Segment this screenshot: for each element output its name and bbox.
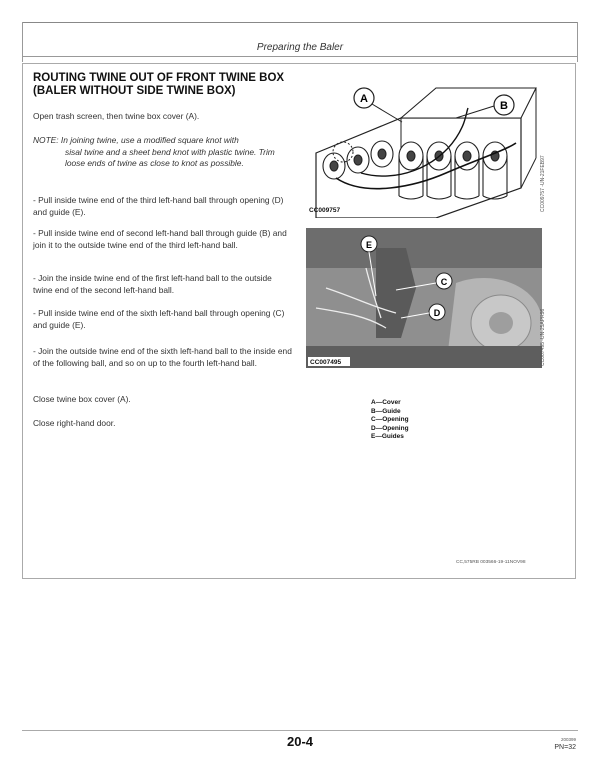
legend-item-b: B—Guide — [371, 407, 401, 415]
top-border — [22, 22, 578, 23]
twine-box-illustration — [306, 78, 546, 218]
legend-item-d: D—Opening — [371, 424, 409, 432]
close-door-paragraph: Close right-hand door. — [33, 418, 116, 428]
note-first-line: In joining twine, use a modified square knot with — [60, 135, 239, 145]
legend-item-c: C—Opening — [371, 416, 409, 423]
note-rest: sisal twine and a sheet bend knot with plastic twine. Trim loose ends of twine as close to knot as possible. — [65, 146, 275, 168]
step-4: - Pull inside twine end of the sixth left-hand ball through opening (C) and guide (E). — [33, 308, 285, 330]
fig2-caption: CC007495 — [310, 359, 342, 366]
step-5: - Join the outside twine end of the sixth left-hand ball to the inside end of the following ball, and so on up to the fourth left-hand ball. — [33, 346, 292, 368]
page-pn: PN=32 — [554, 744, 576, 751]
page-header-title: Preparing the Baler — [256, 42, 344, 53]
svg-text:E: E — [365, 240, 373, 250]
header-rule — [22, 56, 578, 57]
legend-item-e: E—Guides — [371, 433, 404, 440]
svg-text:D: D — [433, 308, 441, 318]
step-3: - Join the inside twine end of the first left-hand ball to the outside twine end of the second left-hand ball. — [33, 273, 272, 295]
page-number: 20-4 — [286, 734, 314, 749]
svg-text:C: C — [440, 277, 448, 287]
fig2-side-id: CC007495 -UN-25APR96 — [540, 308, 546, 366]
fig1-caption: CC009757 — [309, 207, 341, 214]
section-heading: ROUTING TWINE OUT OF FRONT TWINE BOX (BALER WITHOUT SIDE TWINE BOX) — [33, 72, 285, 97]
figure-legend — [371, 399, 409, 442]
note-label: NOTE: — [33, 135, 59, 145]
note-paragraph — [33, 135, 293, 170]
intro-paragraph: Open trash screen, then twine box cover (A). — [33, 111, 200, 121]
step-2: - Pull inside twine end of second left-hand ball through guide (B) and join it to the outside twine end of the third left-hand ball. — [33, 228, 287, 250]
close-cover-paragraph: Close twine box cover (A). — [33, 394, 131, 404]
svg-text:A: A — [360, 93, 368, 105]
footer-rule — [22, 730, 578, 731]
legend-item-a: A—Cover — [371, 399, 401, 406]
guides-photo — [306, 228, 542, 368]
step-1: - Pull inside twine end of the third left-hand ball through opening (D) and guide (E). — [33, 195, 284, 217]
date-code: 200399 — [560, 737, 576, 742]
fig1-side-id: CC009757 -UN-21FEB97 — [540, 155, 546, 212]
document-code: CC,575RB 003566-19-11NOV98 — [456, 560, 526, 565]
svg-text:B: B — [500, 100, 508, 112]
